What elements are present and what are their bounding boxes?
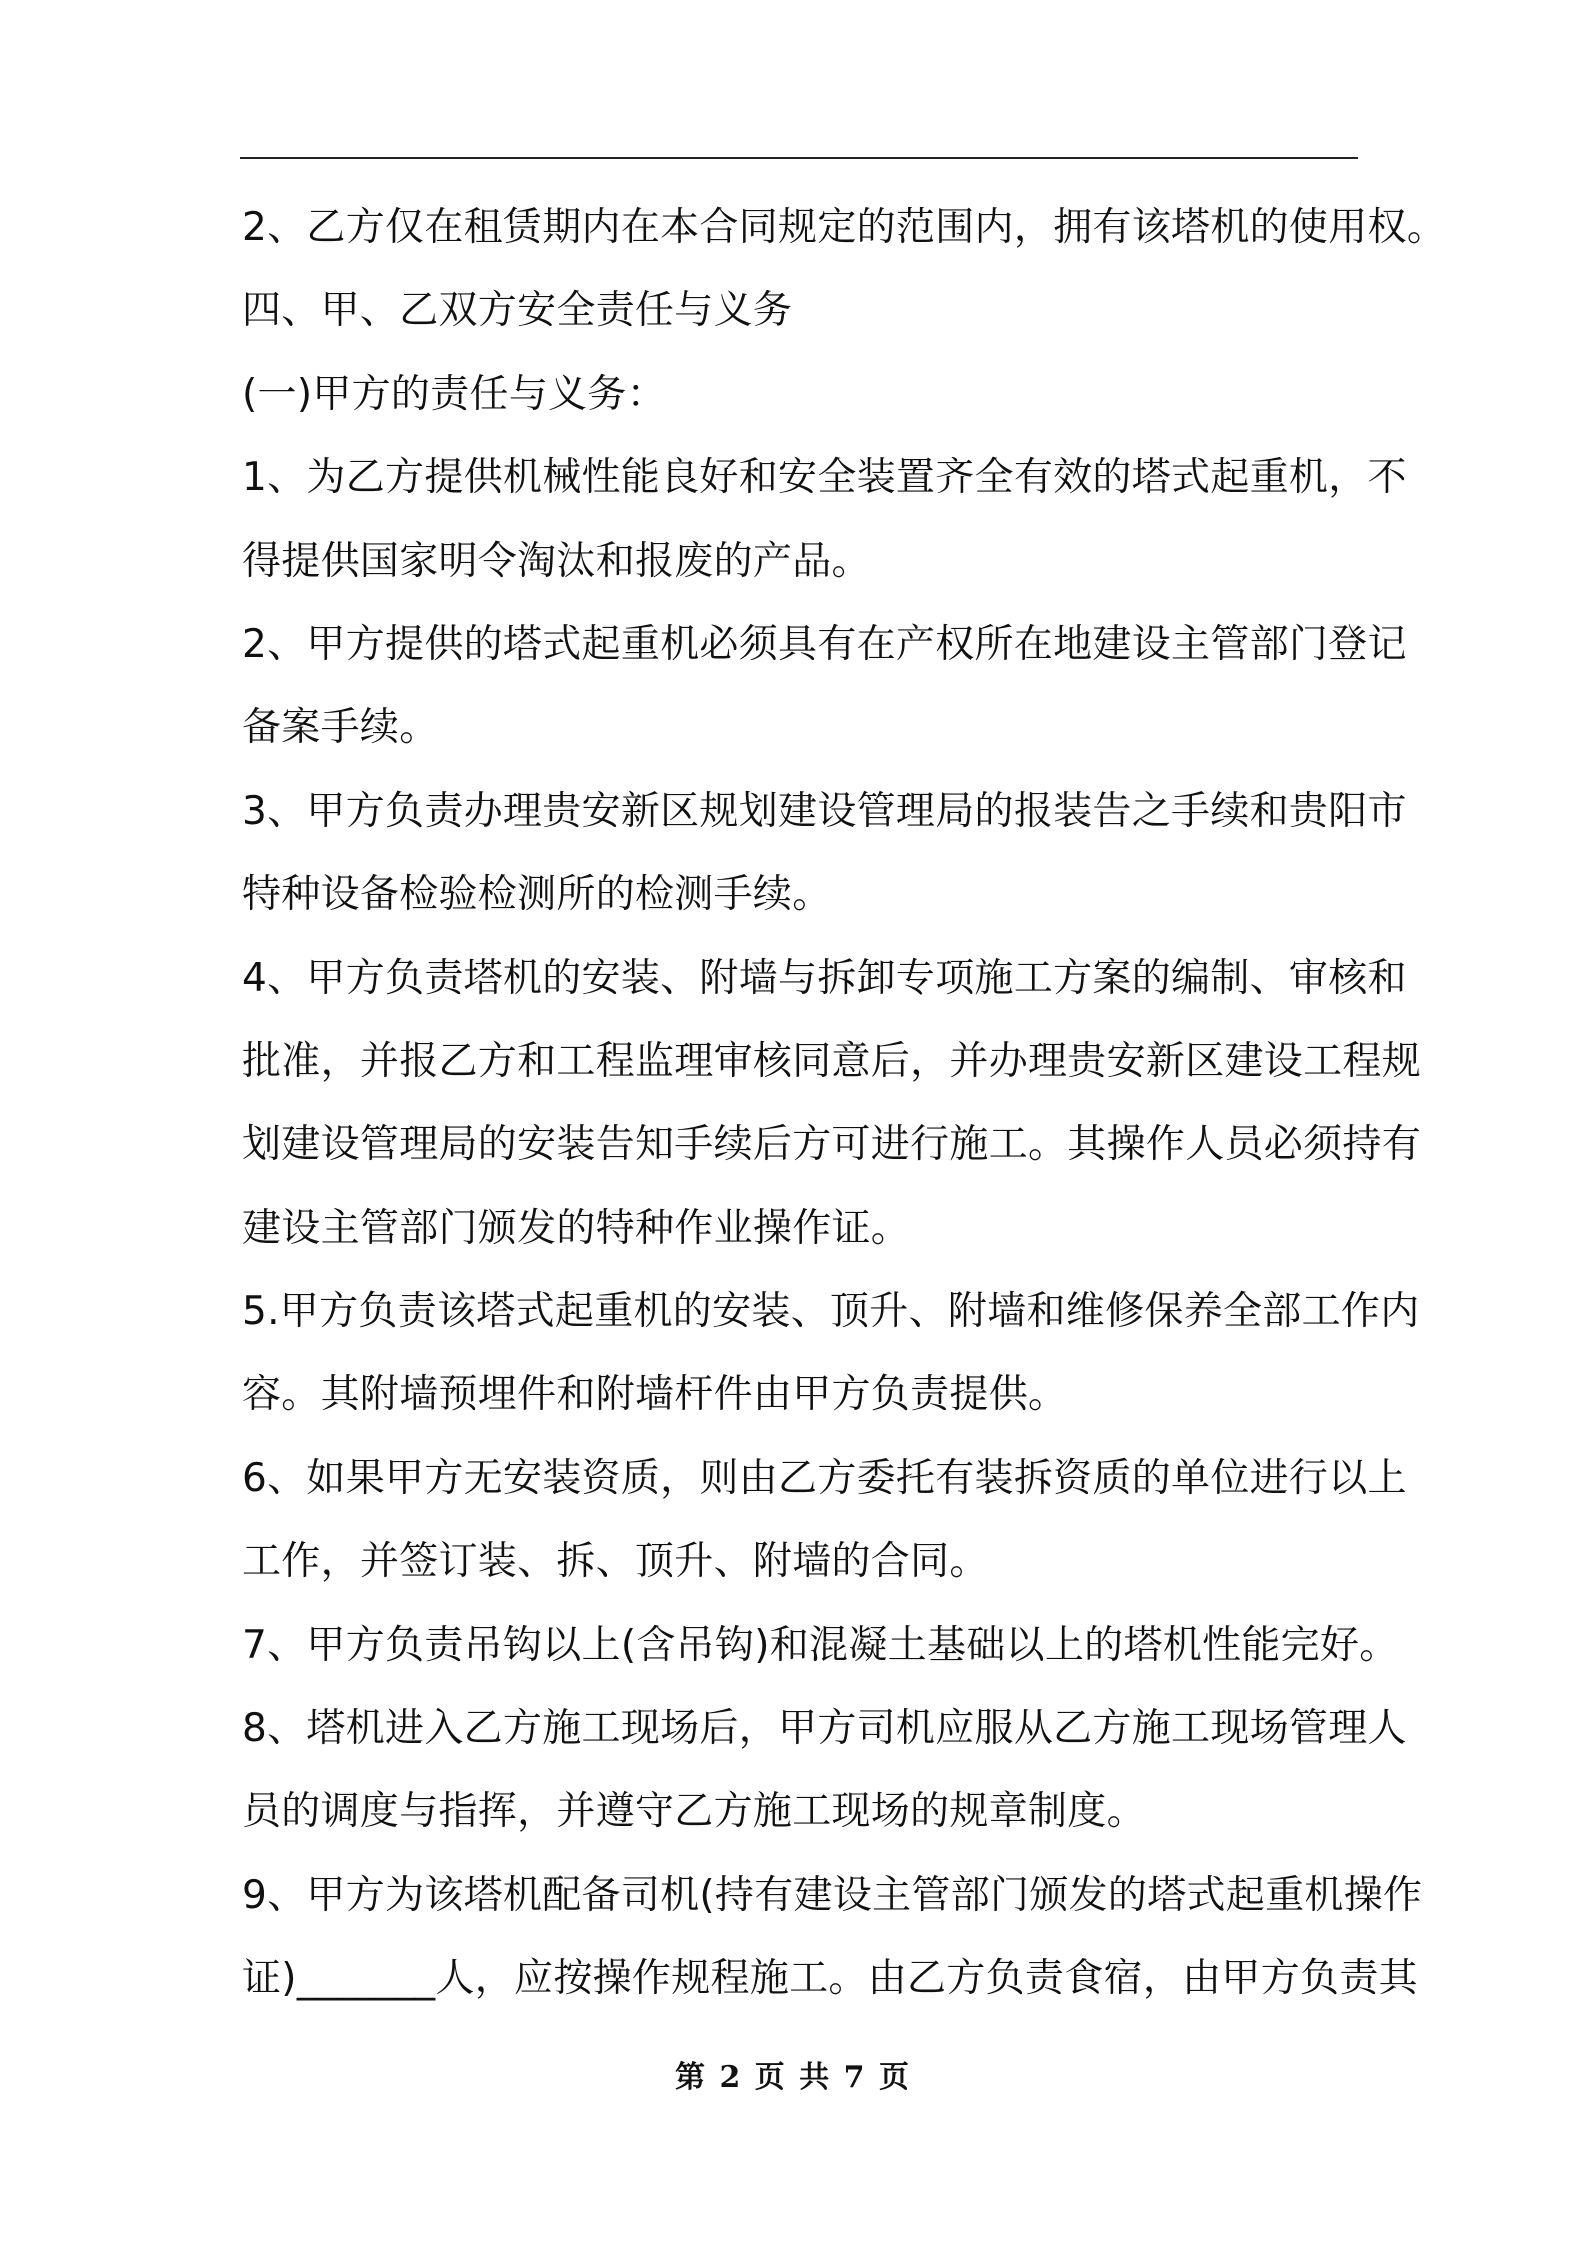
footer-prefix: 第 bbox=[674, 2060, 707, 2095]
text-line: 2、甲方提供的塔式起重机必须具有在产权所在地建设主管部门登记 bbox=[242, 621, 1407, 667]
section-heading: 四、甲、乙双方安全责任与义务 bbox=[242, 288, 793, 334]
footer-middle: 页 共 bbox=[754, 2060, 832, 2095]
page-number-footer bbox=[0, 2052, 1586, 2096]
text-line: 证)_______人，应按操作规程施工。由乙方负责食宿，由甲方负责其 bbox=[242, 1956, 1418, 2002]
text-line: 6、如果甲方无安装资质，则由乙方委托有装拆资质的单位进行以上 bbox=[242, 1455, 1407, 1501]
footer-suffix: 页 bbox=[879, 2060, 911, 2095]
text-line: 7、甲方负责吊钩以上(含吊钩)和混凝土基础以上的塔机性能完好。 bbox=[242, 1622, 1399, 1668]
text-line: 5.甲方负责该塔式起重机的安装、顶升、附墙和维修保养全部工作内 bbox=[242, 1289, 1420, 1335]
text-line: 员的调度与指挥，并遵守乙方施工现场的规章制度。 bbox=[242, 1789, 1146, 1835]
text-line: 工作，并签订装、拆、顶升、附墙的合同。 bbox=[242, 1539, 989, 1585]
text-line: 3、甲方负责办理贵安新区规划建设管理局的报装告之手续和贵阳市 bbox=[242, 788, 1407, 834]
header-rule bbox=[240, 157, 1358, 159]
text-line: 1、为乙方提供机械性能良好和安全装置齐全有效的塔式起重机，不 bbox=[242, 455, 1407, 501]
text-line: 4、甲方负责塔机的安装、附墙与拆卸专项施工方案的编制、审核和 bbox=[242, 955, 1407, 1001]
text-line: 备案手续。 bbox=[242, 705, 439, 751]
document-body bbox=[242, 198, 1447, 2033]
text-line: 建设主管部门颁发的特种作业操作证。 bbox=[242, 1205, 911, 1251]
text-line: 2、乙方仅在租赁期内在本合同规定的范围内，拥有该塔机的使用权。 bbox=[242, 205, 1447, 250]
current-page-number: 2 bbox=[719, 2060, 743, 2095]
text-line: 8、塔机进入乙方施工现场后，甲方司机应服从乙方施工现场管理人 bbox=[242, 1706, 1407, 1752]
text-line: 容。其附墙预埋件和附墙杆件由甲方负责提供。 bbox=[242, 1372, 1068, 1418]
text-line: 划建设管理局的安装告知手续后方可进行施工。其操作人员必须持有 bbox=[242, 1122, 1422, 1168]
text-line: 9、甲方为该塔机配备司机(持有建设主管部门颁发的塔式起重机操作 bbox=[242, 1872, 1423, 1918]
text-line: 特种设备检验检测所的检测手续。 bbox=[242, 872, 832, 918]
text-line: 得提供国家明令淘汰和报废的产品。 bbox=[242, 538, 871, 584]
subsection-heading: (一)甲方的责任与义务： bbox=[242, 371, 667, 417]
total-pages-number: 7 bbox=[843, 2060, 867, 2095]
text-line: 批准，并报乙方和工程监理审核同意后，并办理贵安新区建设工程规 bbox=[242, 1038, 1422, 1084]
